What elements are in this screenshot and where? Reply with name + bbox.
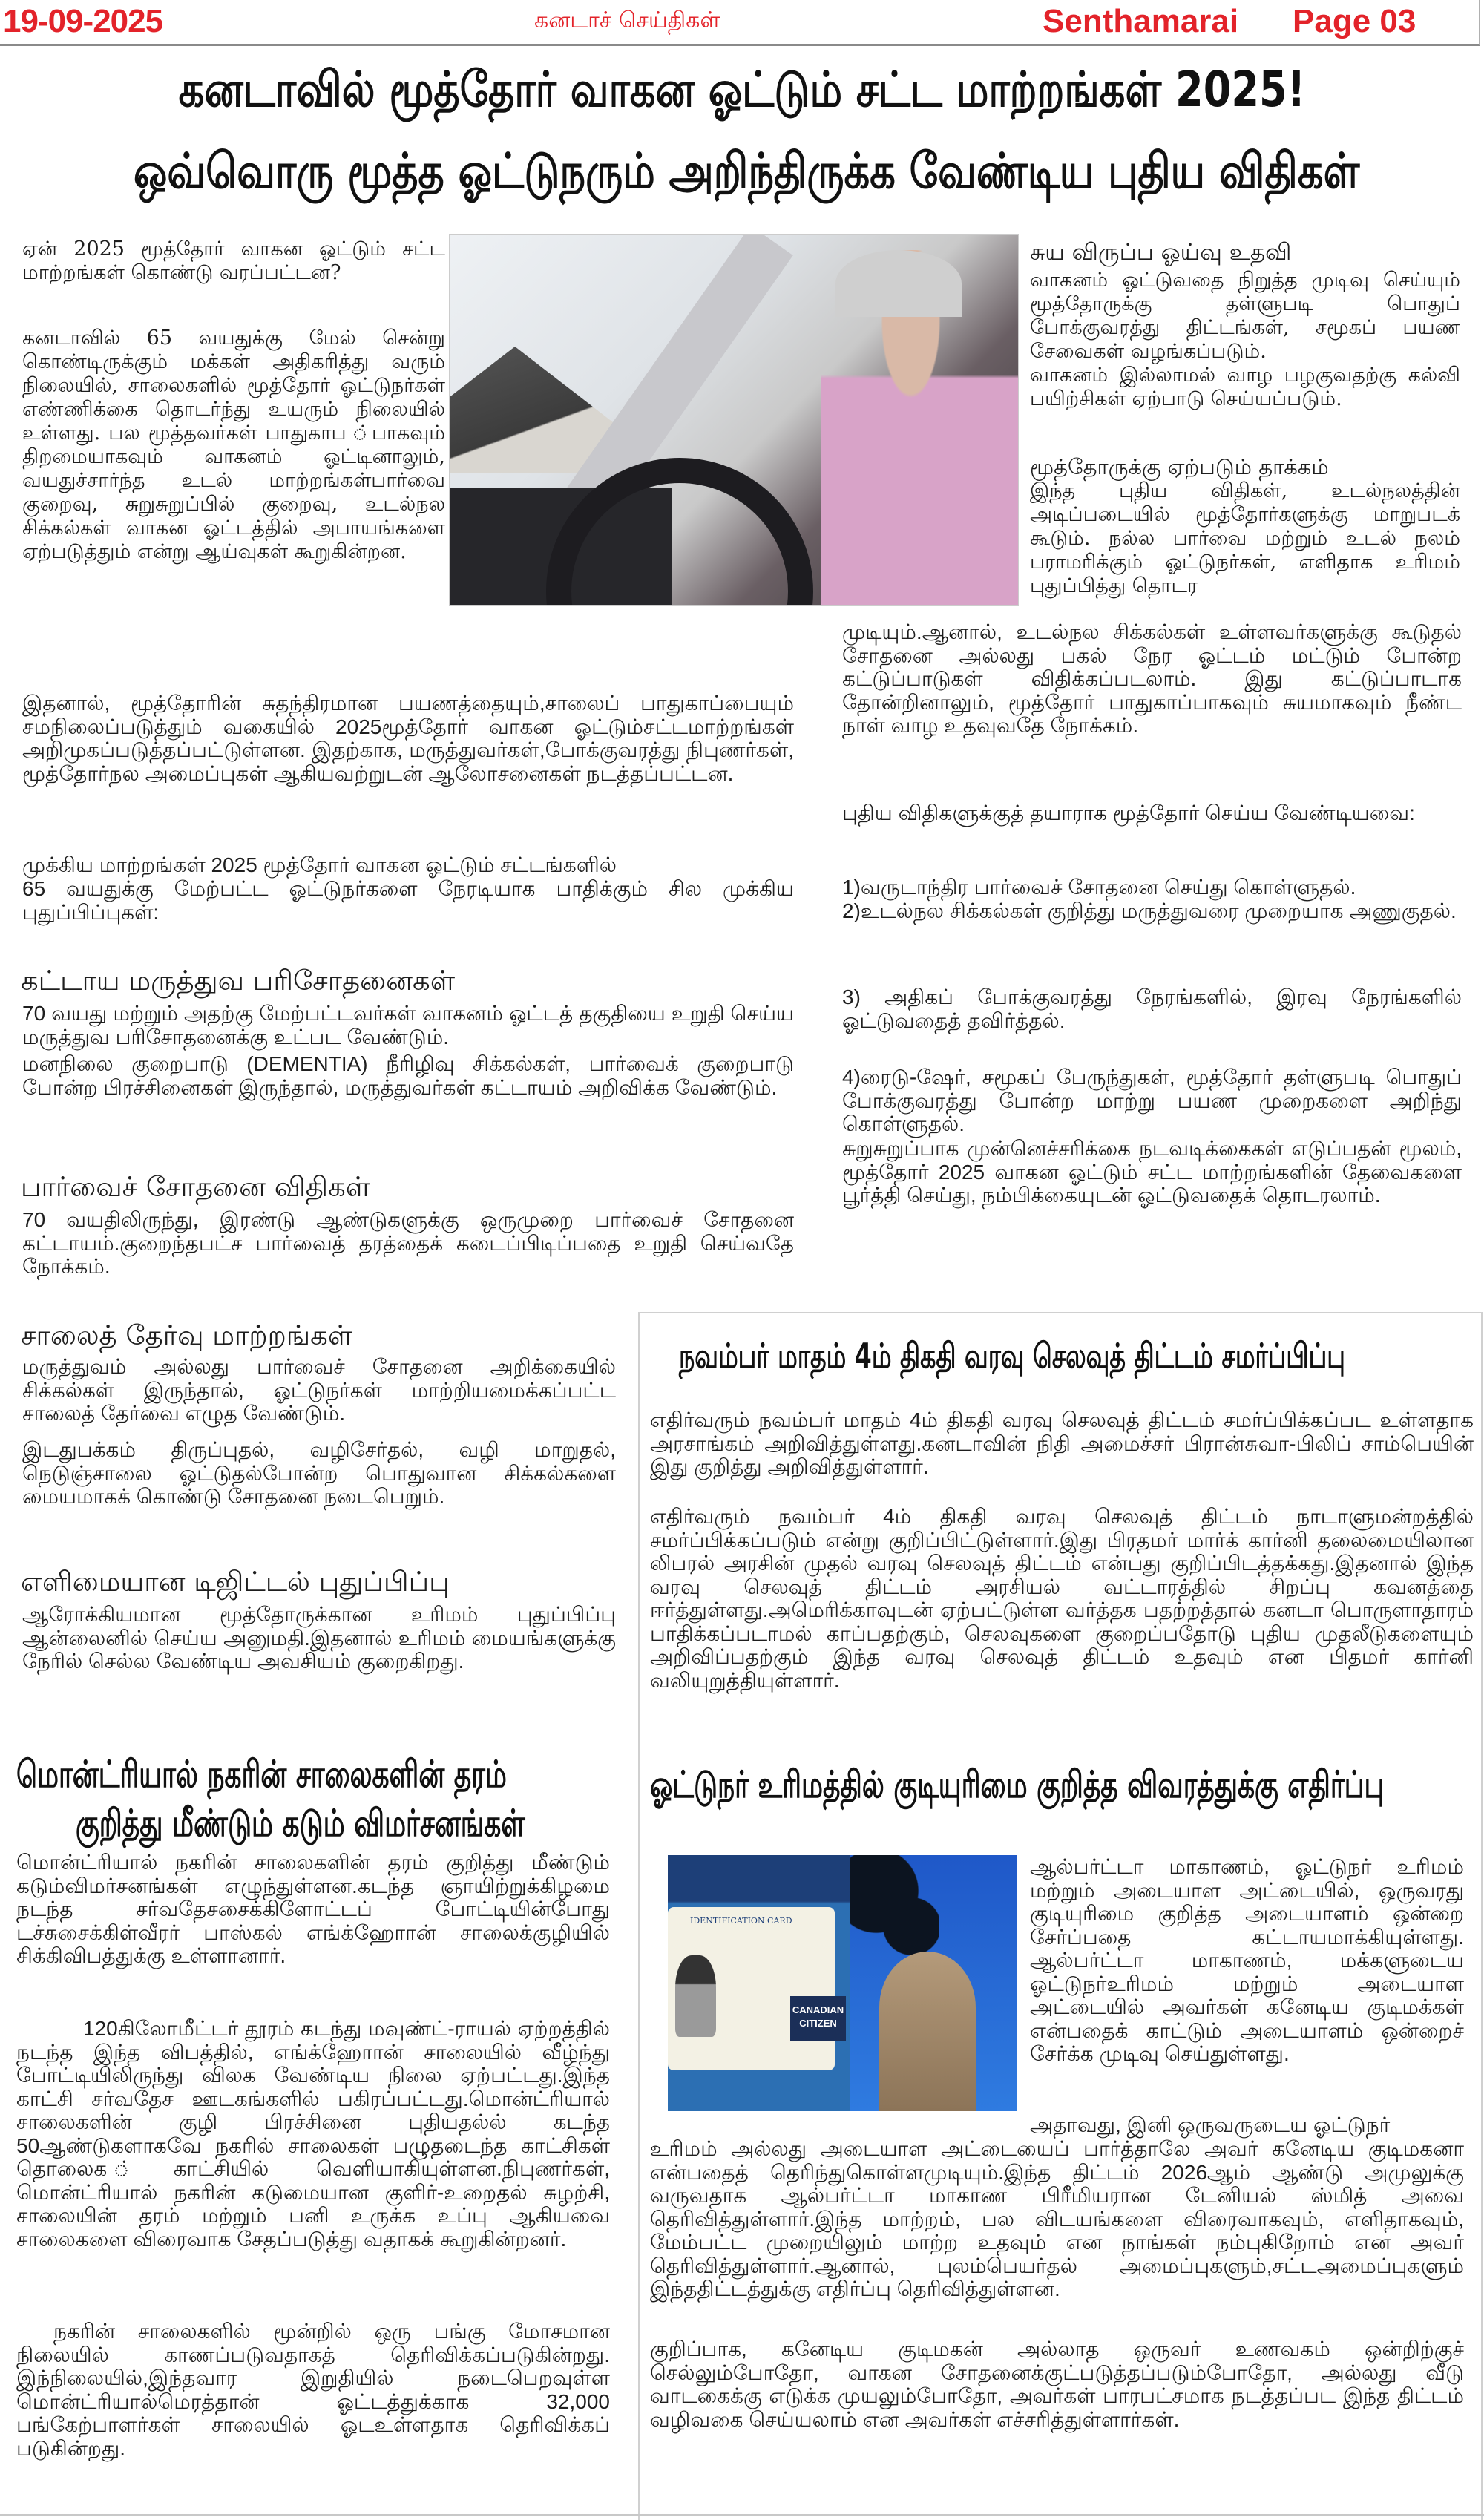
montreal-paragraph-3: நகரின் சாலைகளில் மூன்றில் ஒரு பங்கு மோசமான நிலையில் காணப்படுவதாகத் தெரிவிக்கப்படுகின்றது. இந்நிலையில்,இந்தவார இறுதியில் நடைபெறவுள்ள மொன்ட்ரியால்மெரத்தான் ஓட்டத்துக்காக 32,000 பங்கேற்பாளர்கள் சாலையில் ஓடஉள்ளதாக தெரிவிக்கப் படுகின்றது. <box>16 2320 610 2460</box>
elderly-driver-photo <box>449 234 1019 606</box>
medical-checks-body-1: 70 வயது மற்றும் அதற்கு மேற்பட்டவர்கள் வாகனம் ஓட்டத் தகுதியை உறுதி செய்ய மருத்துவ பரிசோதனைக்கு உட்பட வேண்டும். <box>22 1002 794 1049</box>
page-number: Page 03 <box>1293 3 1416 39</box>
masthead <box>0 0 1480 46</box>
lead-headline-line1: கனடாவில் மூத்தோர் வாகன ஓட்டும் சட்ட மாற்றங்கள் 2025! <box>178 61 1306 118</box>
intro-question: ஏன் 2025 மூத்தோர் வாகன ஓட்டும் சட்ட மாற்றங்கள் கொண்டு வரப்பட்டன? <box>22 237 445 284</box>
key-changes-intro: 65 வயதுக்கு மேற்பட்ட ஓட்டுநர்களை நேரடியாக பாதிக்கும் சில முக்கிய புதுப்பிப்புகள்: <box>22 877 794 924</box>
preparation-step-4: 4)ரைடு-ஷேர், சமூகப் பேருந்துகள், மூத்தோர் தள்ளுபடி பொதுப் போக்குவரத்து போன்ற மாற்று பயண முறைகளை அறிந்து கொள்ளுதல். <box>842 1066 1462 1135</box>
photo-legislature-dome <box>879 1952 976 2111</box>
photo-card-title: IDENTIFICATION CARD <box>690 1916 792 1926</box>
montreal-paragraph-1: மொன்ட்ரியால் நகரின் சாலைகளின் தரம் குறித்து மீண்டும் கடும்விமர்சனங்கள் எழுந்துள்ளன.கடந்த ஞாயிற்றுக்கிழமை நடந்த சர்வதேசசைக்கிளோட்டப் போட்டியின்போது டச்சுசைக்கிள்வீரர் பாஸ்கல் எங்க்ஹோான் சாலைக்குழியில் சிக்கிவிபத்துக்கு உள்ளானார். <box>16 1851 610 1967</box>
impact-body-wide: முடியும்.ஆனால், உடல்நல சிக்கல்கள் உள்ளவர்களுக்கு கூடுதல் சோதனை அல்லது பகல் நேர ஓட்டம் மட்டும் போன்ற கட்டுப்பாடுகள் விதிக்கப்படலாம். இது கட்டுப்பாடாக தோன்றினாலும், மூத்தோர் பாதுகாப்பாகவும் சுயமாகவும் நீண்ட நாள் வாழ உதவுவதே நோக்கம். <box>842 620 1462 737</box>
subheading-impact: மூத்தோருக்கு ஏற்படும் தாக்கம் <box>1030 454 1329 479</box>
vision-test-body: 70 வயதிலிருந்து, இரண்டு ஆண்டுகளுக்கு ஒருமுறை பார்வைச் சோதனை கட்டாயம்.குறைந்தபட்ச பார்வைத் தரத்தைக் கடைப்பிடிப்பதை உறுதி செய்வதே நோக்கம். <box>22 1208 794 1278</box>
lead-paragraph-2: இதனால், மூத்தோரின் சுதந்திரமான பயணத்தையும்,சாலைப் பாதுகாப்பையும் சமநிலைப்படுத்தும் வகையில் 2025மூத்தோர் வாகன ஓட்டும்சட்டமாற்றங்கள் அறிமுகப்படுத்தப்பட்டுள்ளன. இதற்காக, மருத்துவர்கள்,போக்குவரத்து நிபுணர்கள், மூத்தோர்நல அமைப்புகள் ஆகியவற்றுடன் ஆலோசனைகள் நடத்தப்பட்டன. <box>22 692 794 785</box>
subheading-voluntary-retirement: சுய விருப்ப ஓய்வு உதவி <box>1030 239 1292 266</box>
montreal-paragraph-2: 120கிலோமீட்டர் தூரம் கடந்து மவுண்ட்-ராயல் ஏற்றத்தில் நடந்த இந்த விபத்தில், எங்க்ஹோான் சாலையில் வீழ்ந்து போட்டியிலிருந்து விலக வேண்டிய நிலை ஏற்பட்டது.இந்த காட்சி சர்வதேச ஊடகங்களில் பகிரப்பட்டது.மொன்ட்ரியால் சாலைகளின் குழி பிரச்சினை புதியதல்ல் கடந்த 50ஆண்டுகளாகவே நகரில் சாலைகள் பழுதடைந்த காட்சிகள் தொலைக ்காட்சியில் வெளியாகியுள்ளன.நிபுணர்கள், மொன்ட்ரியால் நகரின் கடுமையான குளிர்-உறைதல் சுழற்சி, சாலையின் தரம் மற்றும் பனி உருக்க உப்பு ஆகியவை சாலைகளை விரைவாக சேதப்படுத்து வதாகக் கூறுகின்றனர். <box>16 2017 610 2251</box>
lead-headline-line2: ஒவ்வொரு மூத்த ஓட்டுநரும் அறிந்திருக்க வேண்டிய புதிய விதிகள் <box>134 142 1360 200</box>
digital-renewal-body: ஆரோக்கியமான மூத்தோருக்கான உரிமம் புதுப்பிப்பு ஆன்லைனில் செய்ய அனுமதி.இதனால் உரிமம் மையங்களுக்கு நேரில் செல்ல வேண்டிய அவசியம் குறைகிறது. <box>22 1603 616 1673</box>
photo-house-shape <box>450 347 613 473</box>
subheading-digital-renewal: எளிமையான டிஜிட்டல் புதுப்பிப்பு <box>21 1566 450 1598</box>
page-bottom-rule <box>0 2514 1484 2516</box>
subheading-road-test: சாலைத் தேர்வு மாற்றங்கள் <box>21 1319 353 1351</box>
road-test-body-1: மருத்துவம் அல்லது பார்வைச் சோதனை அறிக்கையில் சிக்கல்கள் இருந்தால், ஓட்டுநர்கள் மாற்றியமைக்கப்பட்ட சாலைத் தேர்வை எழுத வேண்டும். <box>22 1355 616 1425</box>
section-name: கனடாச் செய்திகள் <box>534 7 720 33</box>
license-paragraph-2-top: அதாவது, இனி ஒருவருடைய ஓட்டுநர் <box>1030 2113 1391 2136</box>
license-paragraph-2: உரிமம் அல்லது அடையாள அட்டையைப் பார்த்தாலே அவர் கனேடிய குடிமகனா என்பதைத் தெரிந்துகொள்ளமுடியும்.இந்த திட்டம் 2026ஆம் ஆண்டு அமுலுக்கு வருவதாக ஆல்பர்ட்டா மாகாண பிரீமியரான டேனியல் ஸ்மித் அவை தெரிவித்துள்ளார்.இந்த மாற்றம், பல விடயங்களை விரைவாகவும், எளிதாகவும், மேம்பட்ட முறையிலும் மாற்ற உதவும் என நாங்கள் நம்புகிறோம் என அவர் தெரிவித்துள்ளார்.ஆனால், புலம்பெயர்தல் அமைப்புகளும்,சட்டஅமைப்புகளும் இந்ததிட்டத்துக்கு எதிர்ப்பு தெரிவித்துள்ளன. <box>650 2137 1464 2300</box>
key-changes-line: முக்கிய மாற்றங்கள் 2025 மூத்தோர் வாகன ஓட்டும் சட்டங்களில் <box>22 853 617 876</box>
preparation-step-1: 1)வருடாந்திர பார்வைச் சோதனை செய்து கொள்ளுதல். <box>842 876 1356 899</box>
preparation-step-2: 2)உடல்நல சிக்கல்கள் குறித்து மருத்துவரை முறையாக அணுகுதல். <box>842 899 1457 922</box>
license-paragraph-1: ஆல்பர்ட்டா மாகாணம், ஓட்டுநர் உரிமம் மற்றும் அடையாள அட்டையில், ஒருவரது குடியுரிமை குறித்த அடையாளம் ஒன்றை சேர்ப்பதை கட்டாயமாக்கியுள்ளது. ஆல்பர்ட்டா மாகாணம், மக்களுடைய ஓட்டுநர்உரிமம் மற்றும் அடையாள அட்டையில் அவர்கள் கனேடிய குடிமக்கள் என்பதைக் காட்டும் அடையாளம் ஒன்றைச் சேர்க்க முடிவு செய்துள்ளது. <box>1030 1855 1464 2065</box>
subheading-medical-checks: கட்டாய மருத்துவ பரிசோதனைகள் <box>21 965 456 997</box>
lead-paragraph-1: கனடாவில் 65 வயதுக்கு மேல் சென்று கொண்டிருக்கும் மக்கள் அதிகரித்து வரும் நிலையில், சாலைகளில் மூத்தோர் ஓட்டுநர்கள் எண்ணிக்கை தொடர்ந்து உயரும் நிலையில் உள்ளது. பல மூத்தவர்கள் பாதுகாப ்பாகவும் திறமையாகவும் வாகனம் ஓட்டினாலும், வயதுச்சார்ந்த உடல் மாற்றங்கள்பார்வை குறைவு, சுறுசுறுப்பில் குறைவு, உடல்நல சிக்கல்கள் வாகன ஓட்டத்தில் அபாயங்களை ஏற்படுத்தும் என்று ஆய்வுகள் கூறுகின்றன. <box>22 327 445 563</box>
newspaper-name: Senthamarai <box>1043 3 1239 39</box>
budget-paragraph-1: எதிர்வரும் நவம்பர் மாதம் 4ம் திகதி வரவு செலவுத் திட்டம் சமர்ப்பிக்கப்பட உள்ளதாக அரசாங்கம் அறிவித்துள்ளது.கனடாவின் நிதி அமைச்சர் பிரான்சுவா-பிலிப் சாம்பெயின் இது குறித்து அறிவித்துள்ளார். <box>650 1408 1474 1478</box>
alberta-id-card-photo <box>668 1855 1017 2111</box>
photo-driver-hair <box>835 250 962 317</box>
road-test-body-2: இடதுபக்கம் திருப்புதல், வழிசேர்தல், வழி மாறுதல், நெடுஞ்சாலை ஓட்டுதல்போன்ற பொதுவான சிக்கல்களை மையமாகக் கொண்டு சோதனை நடைபெறும். <box>22 1438 616 1508</box>
budget-paragraph-2: எதிர்வரும் நவம்பர் 4ம் திகதி வரவு செலவுத் திட்டம் நாடாளுமன்றத்தில் சமர்ப்பிக்கப்படும் என்று குறிப்பிட்டுள்ளார்.இது பிரதமர் மார்க் கார்னி தலைமையிலான லிபரல் அரசின் முதல் வரவு செலவுத் திட்டம் என்பது குறிப்பிடத்தக்கது.இதனால் இந்த வரவு செலவுத் திட்டம் அரசியல் வட்டாரத்தில் சிறப்பு கவனத்தை ஈர்த்துள்ளது.அமெரிக்காவுடன் ஏற்பட்டுள்ள வர்த்தக பதற்றத்தால் கனடா பொருளாதாரம் பாதிக்கப்படாமல் காப்பதற்கும், செலவுகளை குறைப்பதோடு புதிய முதலீடுகளையும் அறிவிப்பதற்கும் இந்த வரவு செலவுத் திட்டம் உதவும் என பிதமர் கார்னி வலியுறுத்தியுள்ளார். <box>650 1505 1474 1692</box>
medical-checks-body-2: மனநிலை குறைபாடு (DEMENTIA) நீரிழிவு சிக்கல்கள், பார்வைக் குறைபாடு போன்ற பிரச்சினைகள் இருந்தால், மருத்துவர்கள் கட்டாயம் அறிவிக்க வேண்டும். <box>22 1052 794 1099</box>
budget-headline: நவம்பர் மாதம் 4ம் திகதி வரவு செலவுத் திட்டம் சமர்ப்பிப்பு <box>679 1336 1345 1376</box>
preparation-step-3: 3) அதிகப் போக்குவரத்து நேரங்களில், இரவு நேரங்களில் ஓட்டுவதைத் தவிர்த்தல். <box>842 985 1462 1032</box>
preparation-intro: புதிய விதிகளுக்குத் தயாராக மூத்தோர் செய்ய வேண்டியவை: <box>842 801 1415 824</box>
license-paragraph-3: குறிப்பாக, கனேடிய குடிமகன் அல்லாத ஒருவர் உணவகம் ஒன்றிற்குச் செல்லும்போதோ, வாகன சோதனைக்குட்படுத்தப்படும்போதோ, அல்லது வீடு வாடகைக்கு எடுக்க முயலும்போதோ, அவர்கள் பாரபட்சமாக நடத்தப்பட இந்த திட்டம் வழிவகை செய்யலாம் என அவர்கள் எச்சரித்துள்ளார்கள். <box>650 2337 1464 2431</box>
montreal-headline-line2: குறித்து மீண்டும் கடும் விமர்சனங்கள் <box>76 1802 525 1845</box>
subheading-vision-test: பார்வைச் சோதனை விதிகள் <box>21 1171 371 1203</box>
voluntary-retirement-body-1: வாகனம் ஓட்டுவதை நிறுத்த முடிவு செய்யும் மூத்தோருக்கு தள்ளுபடி பொதுப் போக்குவரத்து திட்டங்கள், சமூகப் பயண சேவைகள் வழங்கப்படும். <box>1030 269 1460 363</box>
lead-conclusion: சுறுசுறுப்பாக முன்னெச்சரிக்கை நடவடிக்கைகள் எடுப்பதன் மூலம், மூத்தோர் 2025 வாகன ஓட்டும் சட்ட மாற்றங்களின் தேவைகளை பூர்த்தி செய்து, நம்பிக்கையுடன் ஓட்டுவதைக் தொடரலாம். <box>842 1137 1462 1207</box>
photo-citizen-badge: CANADIAN CITIZEN <box>790 1996 846 2041</box>
montreal-headline-line1: மொன்ட்ரியால் நகரின் சாலைகளின் தரம் <box>16 1753 507 1796</box>
license-headline: ஓட்டுநர் உரிமத்தில் குடியுரிமை குறித்த விவரத்துக்கு எதிர்ப்பு <box>650 1763 1385 1806</box>
voluntary-retirement-body-2: வாகனம் இல்லாமல் வாழ பழகுவதற்கு கல்வி பயிற்சிகள் ஏற்பாடு செய்யப்படும். <box>1030 364 1460 410</box>
impact-body-top: இந்த புதிய விதிகள், உடல்நலத்தின் அடிப்படையில் மூத்தோர்களுக்கு மாறுபடக் கூடும். நல்ல பார்வை மற்றும் உடல் நலம் பராமரிக்கும் ஓட்டுநர்கள், எளிதாக உரிமம் புதுப்பித்து தொடர <box>1030 479 1460 597</box>
photo-card-portrait <box>675 1955 716 2037</box>
issue-date: 19-09-2025 <box>3 3 163 39</box>
